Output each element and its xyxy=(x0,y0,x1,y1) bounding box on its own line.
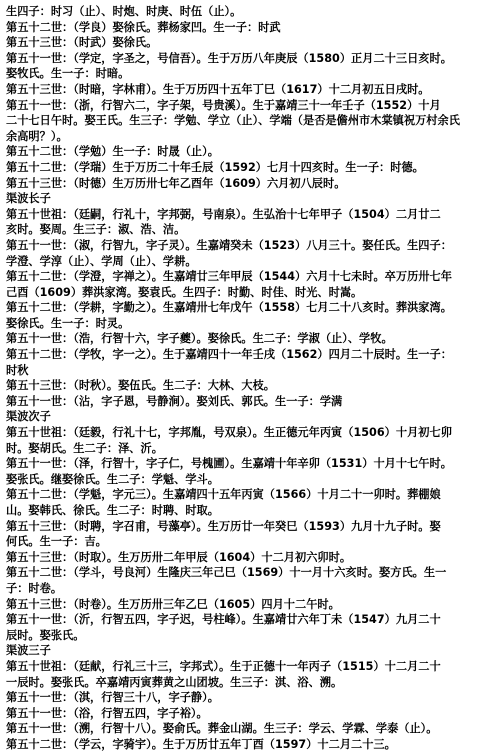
text-line: 第五十一世：（沾，字子恩，号静涧）。娶刘氏、郭氏。生一子：学满 xyxy=(6,394,343,408)
text-line: 己酉（1609）葬洪家湾。娶袁氏。生四子：时勤、时佳、时光、时嵩。 xyxy=(6,285,363,299)
text-line: 二十七日午时。娶王氏。生三子：学勉、学立（止）、学端（是否是儋州市木棠镇祝万村余氏 xyxy=(6,114,460,128)
text-line: 余高明？）。 xyxy=(6,129,68,143)
text-line: 第五十世祖：（廷献，行礼三十三，字邦式）。生于正德十一年丙子（1515）十二月二十 xyxy=(6,659,441,673)
text-line: 辰时。娶张氏。 xyxy=(6,628,85,642)
text-line: 学澄、学淳（止）、学周（止）、学耕。 xyxy=(6,254,197,268)
text-line: 第五十二世：（学良）娶徐氏。葬杨家凹。生一子：时武 xyxy=(6,20,281,34)
text-line: 第五十三世：（时暗，字林甫）。生于万历四十五年丁巳（1617）十二月初五日戌时。 xyxy=(6,82,430,96)
text-line: 第五十三世：（时卷）。生万历卅三年乙巳（1605）四月十二午时。 xyxy=(6,597,340,611)
section-heading: 渠波三子 xyxy=(6,644,51,658)
text-line: 第五十二世：（学瑞）生于万历二十年壬辰（1592）七月十四亥时。生一子：时德。 xyxy=(6,160,424,174)
text-line: 第五十一世：（沂，行智五四，字子迟，号柱峰）。生嘉靖廿六年丁未（1547）九月二十 xyxy=(6,613,441,627)
text-line: 第五十三世：（时聘，字召甫，号藻亭）。生万历廿一年癸巳（1593）九月十九子时。娶 xyxy=(6,519,441,533)
text-line: 第五十三世：（时秋）。娶伍氏。生二子：大林、大枝。 xyxy=(6,379,275,393)
text-line: 亥时。娶周。生三子：淑、浩、洁。 xyxy=(6,223,186,237)
text-line: 时秋 xyxy=(6,363,29,377)
text-line: 娶牧氏。生一子：时暗。 xyxy=(6,67,130,81)
text-line: 子：时卷。 xyxy=(6,581,63,595)
section-heading: 渠波次子 xyxy=(6,410,51,424)
text-line: 第五十二世：（学斗，号良河）生隆庆三年己巳（1569）十一月十六亥时。娶方氏。生一 xyxy=(6,566,447,580)
text-line: 生四子：时习（止）、时炮、时庚、时伍（止）。 xyxy=(6,5,242,18)
text-line: 第五十二世：（学勉）生一子：时晟（止）。 xyxy=(6,145,219,159)
text-line: 第五十二世：（学牧，字一之）。生于嘉靖四十一年壬戌（1562）四月二十辰时。生一子： xyxy=(6,348,452,362)
text-line: 娶徐氏。生一子：时灵。 xyxy=(6,316,130,330)
text-line: 第五十三世：（时德）生万历卅七年乙酉年（1609）六月初八辰时。 xyxy=(6,176,346,190)
text-line: 第五十二世：（学魁，字元三）。生嘉靖四十五年丙寅（1566）十月二十一卯时。葬棚娘 xyxy=(6,488,441,502)
text-line: 第五十一世：（浩，行智十六，字子夔）。娶徐氏。生二子：学淑（止）、学牧。 xyxy=(6,332,393,346)
text-line: 第五十世祖：（廷毅，行礼十七，字邦胤，号双泉）。生正德元年丙寅（1506）十月初七卯 xyxy=(6,426,452,440)
text-line: 第五十三世：（时取）。生万历卅二年甲辰（1604）十二月初六卯时。 xyxy=(6,550,352,564)
text-line: 第五十一世：（学定，字圣之，号信吾）。生于万历八年庚辰（1580）正月二十三日亥时。 xyxy=(6,51,452,65)
text-line: 第五十一世：（溯，行智十八）。娶俞氏。葬金山湖。生三子：学云、学霖、学泰（止）。 xyxy=(6,722,438,736)
text-line: 第五十二世：（学耕，字勤之）。生嘉靖卅七年戊午（1558）七月二十八亥时。葬洪家湾。 xyxy=(6,301,452,315)
text-line: 第五十一世：（浙，行智六二，字子架，号贵溪）。生于嘉靖三十一年壬子（1552）十月 xyxy=(6,98,441,112)
text-line: 一辰时。娶张氏。卒嘉靖丙寅葬黄之山团坡。生三子：淇、浴、溯。 xyxy=(6,675,343,689)
text-line: 时。娶胡氏。生二子：泽、沂。 xyxy=(6,441,163,455)
text-line: 第五十世祖：（廷嗣，行礼十，字邦弼，号南泉）。生弘治十七年甲子（1504）二月廿二 xyxy=(6,207,441,221)
text-line: 第五十三世：（时武）娶徐氏。 xyxy=(6,36,158,50)
text-line: 第五十二世：（学云，字骑宇）。生于万历廿五年丁酉（1597）十二月二十三。 xyxy=(6,737,396,751)
section-heading: 渠波长子 xyxy=(6,192,51,206)
text-line: 何氏。生一子：吉。 xyxy=(6,535,107,549)
text-line: 第五十一世：（浴，行智五四，字子裕）。 xyxy=(6,706,208,720)
text-line: 山。娶韩氏、徐氏。生二子：时聘、时取。 xyxy=(6,504,219,517)
text-line: 第五十一世：（淇，行智三十八，字子静）。 xyxy=(6,691,219,705)
text-line: 第五十一世：（淑，行智九，字子灵）。生嘉靖癸未（1523）八月三十。娶任氏。生四子： xyxy=(6,238,452,252)
text-line: 第五十二世：（学澄，字禅之）。生嘉靖廿三年甲辰（1544）六月十七未时。卒万历卅七年 xyxy=(6,270,452,284)
text-line: 第五十一世：（泽，行智十，字子仁，号槐圃）。生嘉靖十年辛卯（1531）十月十七午时。 xyxy=(6,457,452,471)
text-line: 娶张氏。继娶徐氏。生二子：学魁、学斗。 xyxy=(6,472,219,486)
